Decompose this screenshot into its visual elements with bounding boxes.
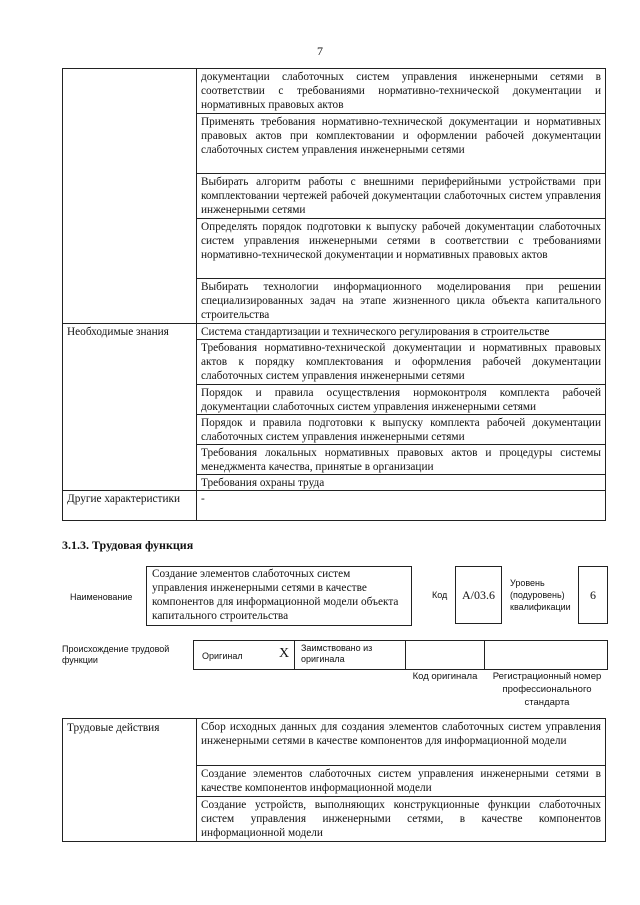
original-label: Оригинал [202,651,243,661]
code-caption: Код оригинала [412,671,478,682]
row-text: Создание устройств, выполняющих конструкционные функции слаботочных систем управления инженерными сетями, в качестве компонентов информационной модели [197,797,606,842]
row-text: - [197,491,606,521]
table-row [63,719,606,766]
row-text: Требования охраны труда [197,475,606,491]
reg-number-box [484,640,608,670]
function-name: Создание элементов слаботочных систем управления инженерными сетями в качестве компонентов для информационной модели объекта капитального строительства [152,568,399,622]
name-label: Наименование [70,592,133,602]
code-value: A/03.6 [462,588,495,602]
borrowed-box [294,640,406,670]
reg-caption: Регистрационный номер профессионального стандарта [492,671,602,708]
row-text: Требования локальных нормативных правовых актов и процедуры системы менеджмента качества, принятые в организации [197,445,606,475]
skills-knowledge-table [62,68,606,521]
row-label-knowledge: Необходимые знания [63,324,197,491]
function-name-box [146,566,412,626]
level-box [578,566,608,624]
level-label: Уровень (подуровень) квалификации [510,578,571,612]
labor-actions-table [62,718,606,842]
row-text: Создание элементов слаботочных систем управления инженерными сетями в качестве компонентов информационной модели [197,766,606,797]
row-text: Применять требования нормативно-технической документации и нормативных правовых актов при комплектовании и оформлении рабочей документации слаботочных систем управления инженерными сетями [197,114,606,174]
row-text: Порядок и правила подготовки к выпуску комплекта рабочей документации слаботочных систем управления инженерными сетями [197,415,606,445]
origin-label: Происхождение трудовой функции [62,644,170,665]
page-number: 7 [317,44,323,58]
row-label [63,69,197,324]
origin-code-box [405,640,485,670]
original-mark: X [279,646,290,661]
original-box [193,640,295,670]
row-text: Сбор исходных данных для создания элементов слаботочных систем управления инженерными сетями в качестве компонентов для информационной модели [197,719,606,766]
row-text: Порядок и правила осуществления нормоконтроля комплекта рабочей документации слаботочных систем управления инженерными сетями [197,385,606,415]
level-value: 6 [590,588,596,602]
borrowed-label: Заимствовано из оригинала [301,643,373,664]
section-title: 3.1.3. Трудовая функция [62,538,194,552]
table-row [63,491,606,521]
row-text: Выбирать алгоритм работы с внешними периферийными устройствами при комплектовании чертежей рабочей документации слаботочных систем управления инженерными сетями [197,174,606,219]
table-row [63,324,606,340]
row-text: Выбирать технологии информационного моделирования при решении специализированных задач на этапе жизненного цикла объекта капитального строительства [197,279,606,324]
table-row [63,69,606,114]
row-text: Система стандартизации и технического регулирования в строительстве [197,324,606,340]
row-text: Требования нормативно-технической документации и нормативных правовых актов к порядку комплектования и оформления рабочей документации слаботочных систем управления инженерными сетями [197,340,606,385]
row-text: документации слаботочных систем управления инженерными сетями в соответствии с требованиями нормативно-технической документации и нормативных правовых актов [197,69,606,114]
code-label: Код [432,590,448,600]
code-box [455,566,502,624]
row-text: Определять порядок подготовки к выпуску рабочей документации слаботочных систем управления инженерными сетями в соответствии с требованиями нормативно-технической документации и нормативных правовых актов [197,219,606,279]
row-label-other: Другие характеристики [63,491,197,521]
row-label-actions: Трудовые действия [63,719,197,842]
